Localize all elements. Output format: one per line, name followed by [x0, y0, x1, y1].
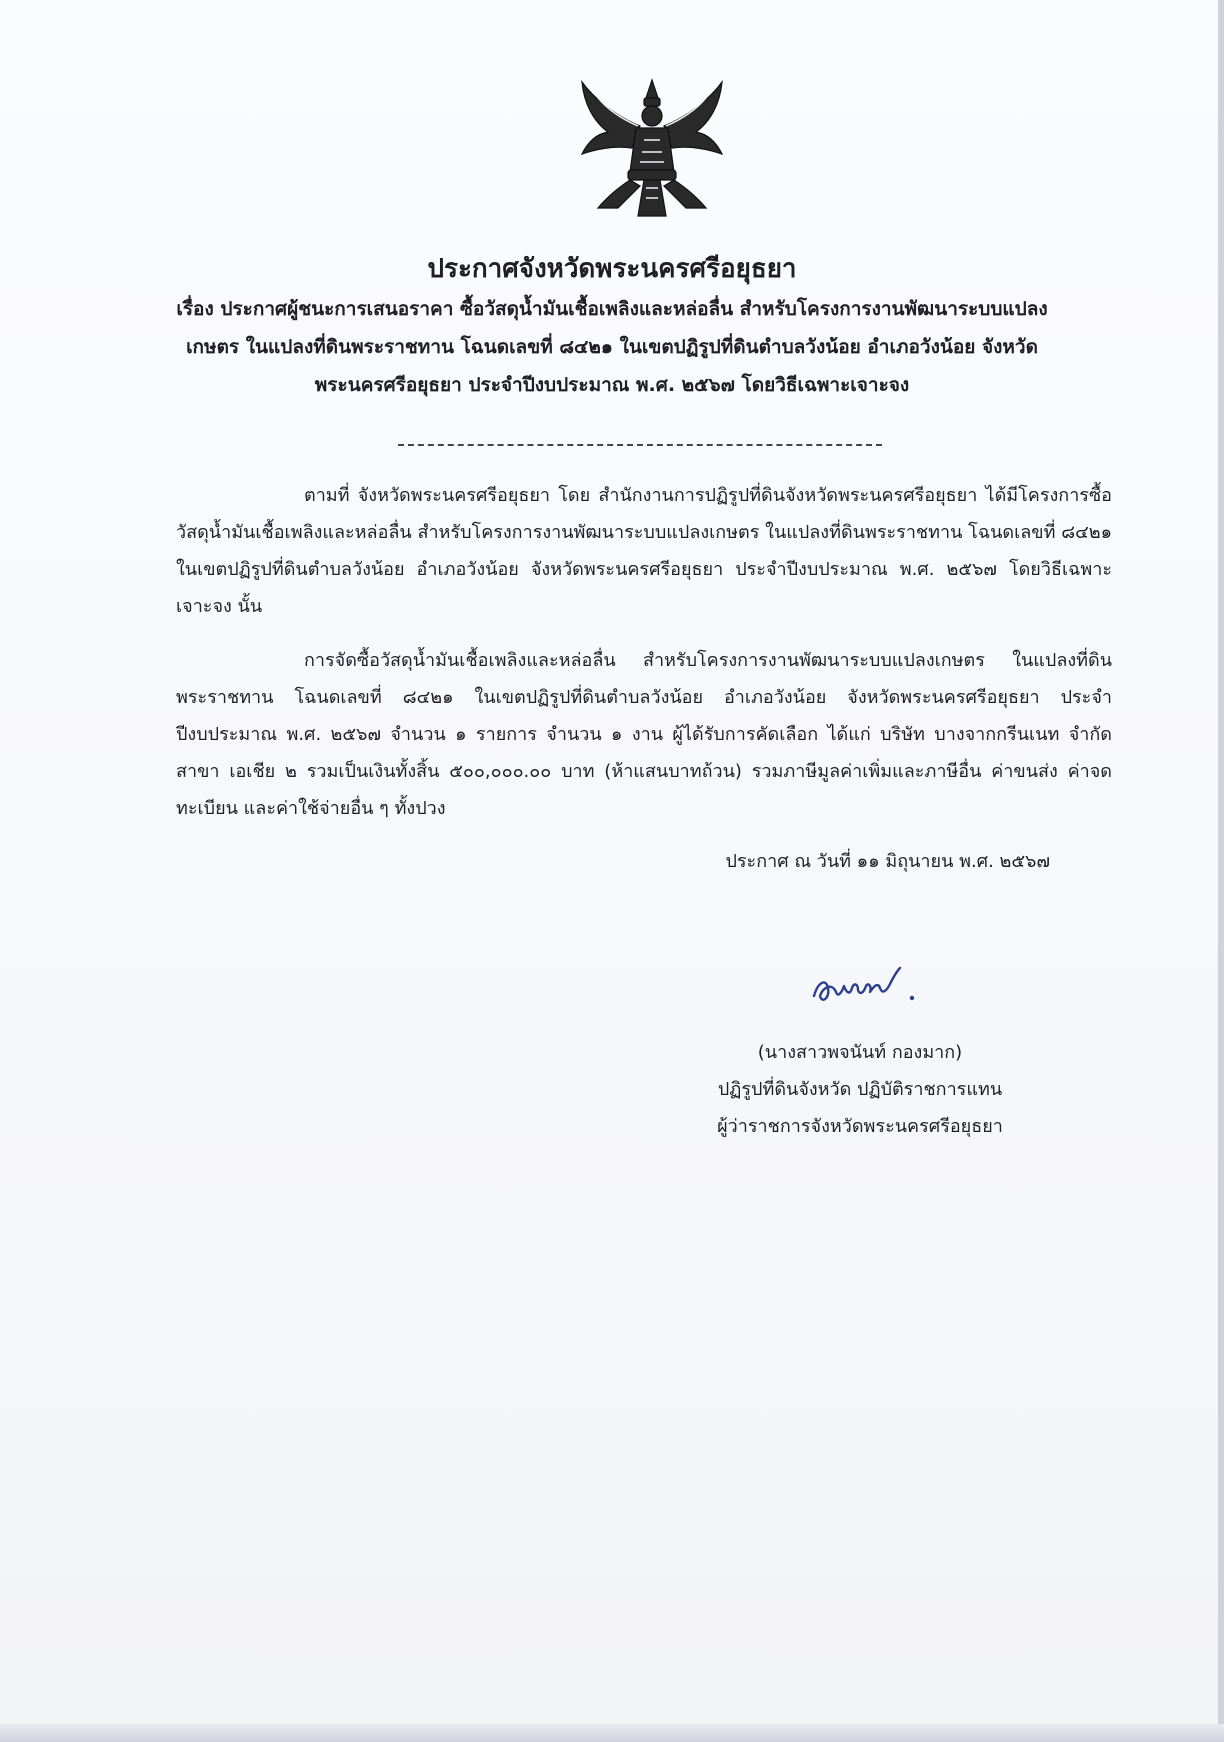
body-paragraph-1: ตามที่ จังหวัดพระนครศรีอยุธยา โดย สำนักงานการปฏิรูปที่ดินจังหวัดพระนครศรีอยุธยา ได้มีโครงการซื้อวัสดุน้ำมันเชื้อเพลิงและหล่อลื่น สำหรับโครงการงานพัฒนาระบบแปลงเกษตร ในแปลงที่ดินพระราชทาน โฉนดเลขที่ ๘๔๒๑ ในเขตปฏิรูปที่ดินตำบลวังน้อย อำเภอวังน้อย จังหวัดพระนครศรีอยุธยา ประจำปีงบประมาณ พ.ศ. ๒๕๖๗ โดยวิธีเฉพาะเจาะจง นั้น — [176, 485, 1112, 617]
announcement-date: ประกาศ ณ วันที่ ๑๑ มิถุนายน พ.ศ. ๒๕๖๗ — [725, 851, 1050, 872]
signer-block — [660, 1034, 1060, 1145]
dashed-divider — [398, 444, 882, 446]
signer-position-line-2: ผู้ว่าราชการจังหวัดพระนครศรีอยุธยา — [717, 1116, 1003, 1137]
signer-position-line-1: ปฏิรูปที่ดินจังหวัด ปฏิบัติราชการแทน — [717, 1079, 1003, 1100]
handwritten-signature-icon — [808, 952, 948, 1012]
announcement-title: ประกาศจังหวัดพระนครศรีอยุธยา — [427, 254, 797, 284]
page-edge-bottom — [0, 1724, 1224, 1742]
garuda-emblem-icon — [574, 76, 730, 222]
signer-name: (นางสาวพจนันท์ กองมาก) — [757, 1042, 963, 1063]
announcement-subject: เรื่อง ประกาศผู้ชนะการเสนอราคา ซื้อวัสดุน้ำมันเชื้อเพลิงและหล่อลื่น สำหรับโครงการงานพัฒนาระบบแปลงเกษตร ในแปลงที่ดินพระราชทาน โฉนดเลขที่ ๘๔๒๑ ในเขตปฏิรูปที่ดินตำบลวังน้อย อำเภอวังน้อย จังหวัดพระนครศรีอยุธยา ประจำปีงบประมาณ พ.ศ. ๒๕๖๗ โดยวิธีเฉพาะเจาะจง — [176, 298, 1048, 396]
body-paragraph-2: การจัดซื้อวัสดุน้ำมันเชื้อเพลิงและหล่อลื่น สำหรับโครงการงานพัฒนาระบบแปลงเกษตร ในแปลงที่ดินพระราชทาน โฉนดเลขที่ ๘๔๒๑ ในเขตปฏิรูปที่ดินตำบลวังน้อย อำเภอวังน้อย จังหวัดพระนครศรีอยุธยา ประจำปีงบประมาณ พ.ศ. ๒๕๖๗ จำนวน ๑ รายการ จำนวน ๑ งาน ผู้ได้รับการคัดเลือก ได้แก่ บริษัท บางจากกรีนเนท จำกัด สาขา เอเชีย ๒ รวมเป็นเงินทั้งสิ้น ๕๐๐,๐๐๐.๐๐ บาท (ห้าแสนบาทถ้วน) รวมภาษีมูลค่าเพิ่มและภาษีอื่น ค่าขนส่ง ค่าจดทะเบียน และค่าใช้จ่ายอื่น ๆ ทั้งปวง — [176, 650, 1112, 819]
page-edge-right — [1218, 0, 1224, 1742]
